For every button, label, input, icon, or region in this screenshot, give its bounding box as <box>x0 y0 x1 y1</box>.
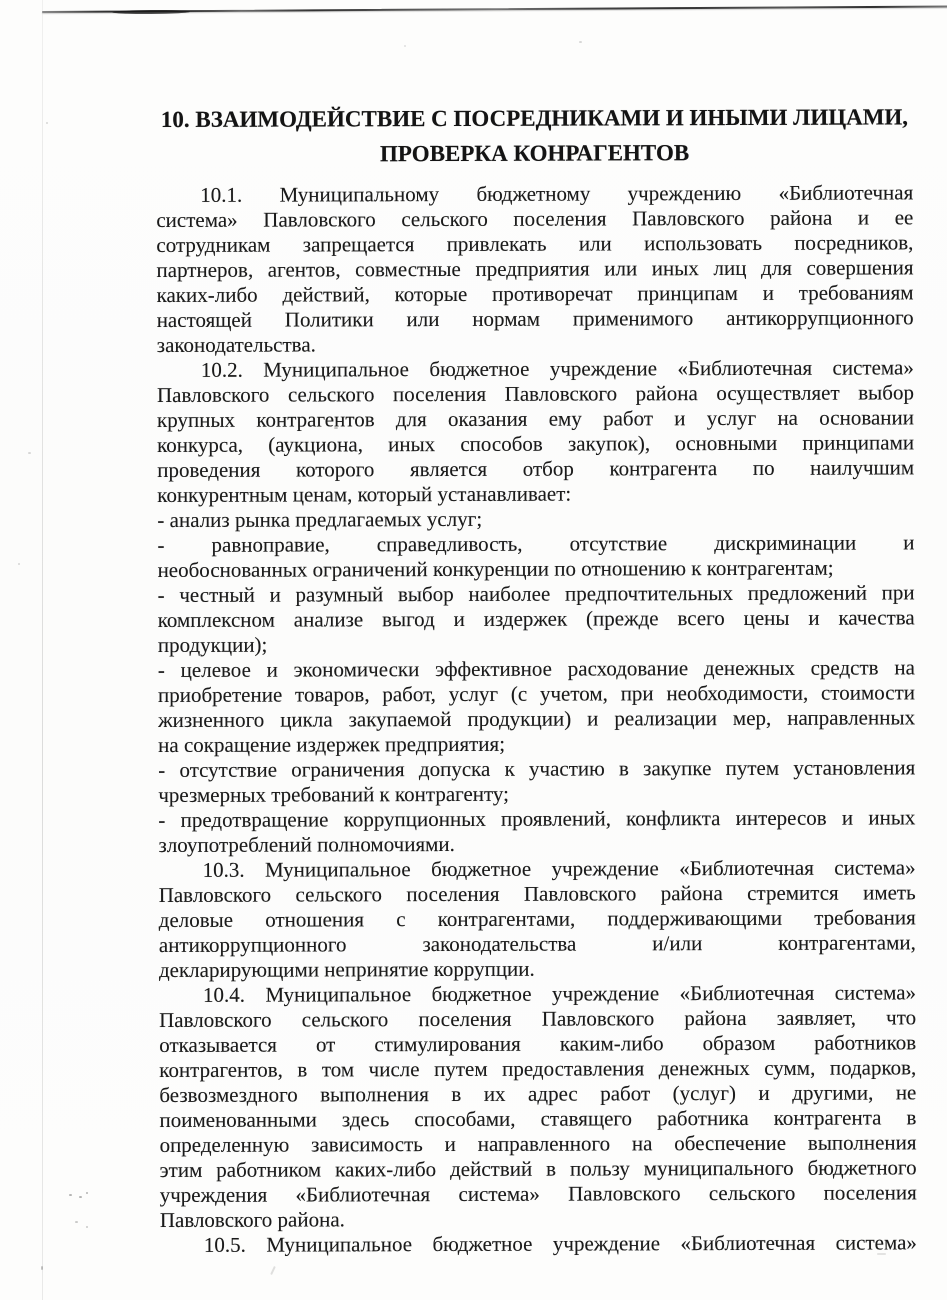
text-line: 10.5. Муниципальное бюджетное учреждение «Библиотечная система» <box>203 1230 917 1257</box>
scan-speck <box>18 563 20 565</box>
scan-speck <box>28 452 31 454</box>
bullet-corruption-prevention <box>158 805 915 858</box>
text-line: 10.1. Муниципальному бюджетному учреждению «Библиотечная <box>200 180 914 207</box>
bullet-no-excessive-requirements <box>158 755 915 808</box>
text-line: на сокращение издержек предприятия; <box>158 731 506 757</box>
document-body <box>156 180 917 1258</box>
text-line: чрезмерных требований к контрагенту; <box>158 781 510 807</box>
scan-speck <box>86 1192 88 1194</box>
text-line: Павловского сельского поселения Павловского района стремится иметь <box>158 880 916 907</box>
text-line: 10.3. Муниципальное бюджетное учреждение «Библиотечная система» <box>202 855 916 882</box>
text-line: злоупотреблений полномочиями. <box>158 831 455 857</box>
paragraph-10-1 <box>156 180 914 358</box>
text-line: - анализ рынка предлагаемых услуг; <box>157 506 483 533</box>
section-title <box>156 99 913 172</box>
text-line: законодательства. <box>156 332 316 358</box>
text-line: антикоррупционного законодательства и/или контрагентами, <box>158 930 916 957</box>
text-line: - честный и разумный выбор наиболее предпочтительных предложений при <box>157 580 915 608</box>
text-line: жизненного цикла закупаемой продукции) и реализации мер, направленных <box>158 705 916 732</box>
text-line: каких-либо действий, которые противоречат принципам и требованиям <box>156 280 914 308</box>
scan-speck <box>86 1226 88 1228</box>
text-line: Павловского сельского поселения Павловского района заявляет, что <box>159 1005 917 1032</box>
text-line: поименованными здесь способами, ставящего работника контрагента в <box>159 1105 917 1132</box>
text-line: деловые отношения с контрагентами, поддерживающими требования <box>158 905 916 932</box>
text-line: безвозмездного выполнения в их адрес работ (услуг) и другими, не <box>159 1080 917 1107</box>
text-line: проведения которого является отбор контрагента по наилучшим <box>157 455 915 483</box>
paragraph-10-5 <box>160 1230 917 1258</box>
text-line: Павловского сельского поселения Павловского района осуществляет выбор <box>156 380 914 408</box>
text-line: сотрудникам запрещается привлекать или использовать посредников, <box>156 230 914 258</box>
text-line: партнеров, агентов, совместные предприятия или иных лиц для совершения <box>156 255 914 283</box>
paragraph-10-4 <box>159 980 917 1233</box>
text-line: крупных контрагентов для оказания ему работ и услуг на основании <box>156 405 915 433</box>
scan-speck <box>579 41 582 43</box>
bullet-market-analysis <box>157 505 914 533</box>
scan-speck <box>46 122 48 124</box>
text-line: декларирующими непринятие коррупции. <box>158 956 535 982</box>
text-line: необоснованных ограничений конкуренции по отношению к контрагентам; <box>157 555 834 583</box>
scan-speck <box>41 1266 43 1270</box>
scan-scratch-bulge <box>112 10 190 15</box>
scan-speck <box>69 1194 72 1196</box>
text-line: этим работником каких-либо действий в пользу муниципального бюджетного <box>159 1155 917 1182</box>
text-line: система» Павловского сельского поселения Павловского района и ее <box>156 205 914 233</box>
section-title-line-1: 10. ВЗАИМОДЕЙСТВИЕ С ПОСРЕДНИКАМИ И ИНЫМИ ЛИЦАМИ, <box>160 104 909 132</box>
scan-speck <box>79 1196 82 1198</box>
section-title-line-2: ПРОВЕРКА КОНРАГЕНТОВ <box>379 140 690 167</box>
text-line: продукции); <box>157 632 268 658</box>
bullet-fair-choice <box>158 580 915 658</box>
scan-speck <box>404 45 406 47</box>
text-line: - равноправие, справедливость, отсутствие дискриминации и <box>157 530 915 558</box>
text-line: контрагентов, в том числе путем предоставления денежных сумм, подарков, <box>159 1055 917 1082</box>
text-line: приобретение товаров, работ, услуг (с учетом, при необходимости, стоимости <box>157 680 916 707</box>
scan-fold-line <box>42 0 43 1300</box>
bullet-effective-spending <box>158 655 915 758</box>
text-line: определенную зависимость и направленного на обеспечение выполнения <box>159 1130 917 1157</box>
text-line: комплексном анализе выгод и издержек (прежде всего цены и качества <box>157 605 915 633</box>
scan-speck <box>75 1221 78 1223</box>
paragraph-10-3 <box>159 855 916 983</box>
text-line: - целевое и экономически эффективное расходование денежных средств на <box>157 655 915 683</box>
paragraph-10-2 <box>157 355 915 508</box>
text-line: учреждения «Библиотечная система» Павловского сельского поселения <box>159 1180 917 1207</box>
text-line: отказывается от стимулирования каким-либо образом работников <box>159 1030 917 1057</box>
text-line: конкурса, (аукциона, иных способов закупок), основными принципами <box>157 430 915 458</box>
scan-speck <box>270 1266 276 1275</box>
document-content <box>156 99 917 1258</box>
text-line: - предотвращение коррупционных проявлений, конфликта интересов и иных <box>158 805 916 832</box>
text-line: 10.4. Муниципальное бюджетное учреждение «Библиотечная система» <box>202 980 917 1007</box>
text-line: конкурентным ценам, который устанавливает: <box>157 481 572 508</box>
text-line: 10.2. Муниципальное бюджетное учреждение «Библиотечная система» <box>200 355 914 382</box>
text-line: - отсутствие ограничения допуска к участию в закупке путем установления <box>158 755 916 782</box>
text-line: настоящей Политики или нормам применимого антикоррупционного <box>156 305 914 333</box>
text-line: Павловского района. <box>159 1207 345 1232</box>
bullet-equality <box>157 530 914 583</box>
